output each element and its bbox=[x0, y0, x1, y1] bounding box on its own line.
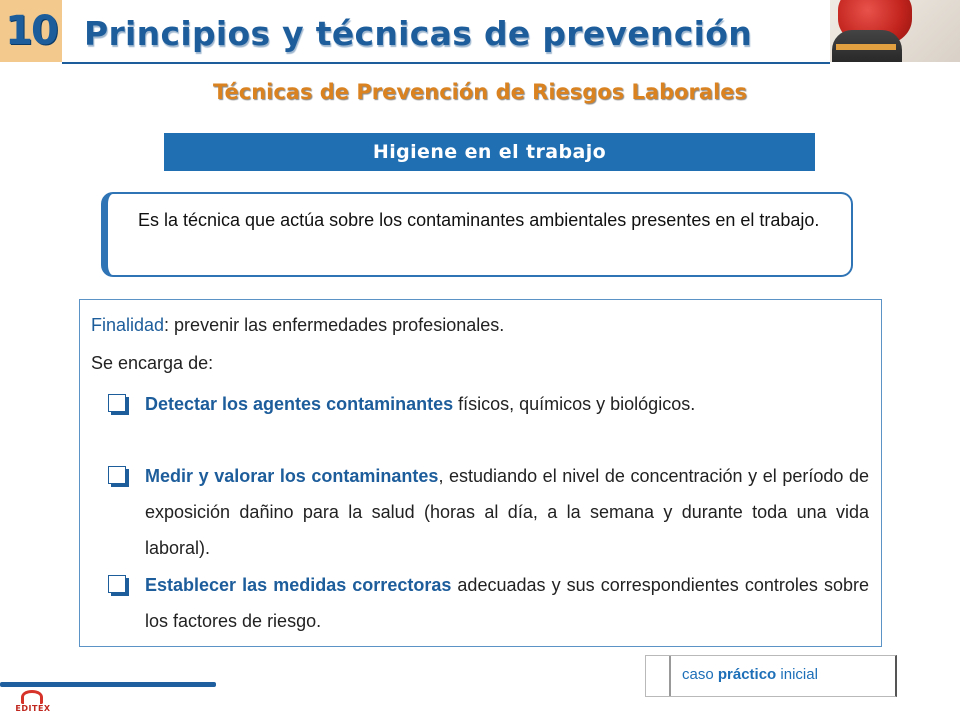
chapter-badge bbox=[0, 0, 62, 62]
header-photo bbox=[830, 0, 960, 62]
checkbox-bullet-icon bbox=[108, 466, 126, 484]
list-item-text bbox=[145, 567, 869, 639]
definition-box bbox=[101, 192, 853, 277]
finalidad-text: : prevenir las enfermedades profesionales. bbox=[164, 315, 505, 335]
finalidad-paragraph bbox=[91, 311, 504, 339]
checkbox-bullet-icon bbox=[108, 575, 126, 593]
chapter-number: 10 bbox=[5, 8, 57, 54]
caso-tab bbox=[646, 656, 671, 696]
list-item-bold: Detectar los agentes contaminantes bbox=[145, 394, 454, 414]
list-item-text bbox=[145, 386, 869, 422]
inicial-word: inicial bbox=[780, 666, 818, 683]
list-item-rest: adecuadas y sus correspondientes controles sobre los factores de riesgo. bbox=[145, 575, 869, 631]
practico-word: práctico bbox=[717, 666, 777, 683]
list-item-rest: físicos, químicos y biológicos. bbox=[453, 394, 696, 414]
logo-text: EDITEX bbox=[15, 704, 51, 713]
list-item-bold: Medir y valorar los contaminantes bbox=[145, 466, 439, 486]
list-item-text bbox=[145, 458, 869, 566]
finalidad-label: Finalidad bbox=[91, 315, 165, 335]
checkbox-bullet-icon bbox=[108, 394, 126, 412]
section-banner: Higiene en el trabajo bbox=[164, 133, 815, 171]
caso-practico-label bbox=[682, 666, 818, 683]
caso-word: caso bbox=[682, 666, 714, 683]
list-item-bold: Establecer las medidas correctoras bbox=[145, 575, 452, 595]
definition-text: Es la técnica que actúa sobre los contaminantes ambientales presentes en el trabajo. bbox=[138, 210, 820, 230]
editex-logo-icon bbox=[8, 690, 58, 718]
slide-subtitle: Técnicas de Prevención de Riesgos Laborales bbox=[212, 80, 748, 104]
content-box bbox=[79, 299, 882, 647]
logo-mark bbox=[21, 690, 43, 704]
footer-divider bbox=[0, 682, 216, 687]
page-title: Principios y técnicas de prevención bbox=[84, 14, 753, 53]
reflective-stripe bbox=[836, 44, 896, 50]
caso-practico-button[interactable] bbox=[645, 655, 897, 697]
encarga-paragraph: Se encarga de: bbox=[91, 353, 214, 373]
list-item-rest: , estudiando el nivel de concentración y el período de exposición dañino para la salud (horas al día, a la semana y durante toda una vida laboral). bbox=[145, 466, 869, 558]
header-divider bbox=[62, 62, 830, 64]
